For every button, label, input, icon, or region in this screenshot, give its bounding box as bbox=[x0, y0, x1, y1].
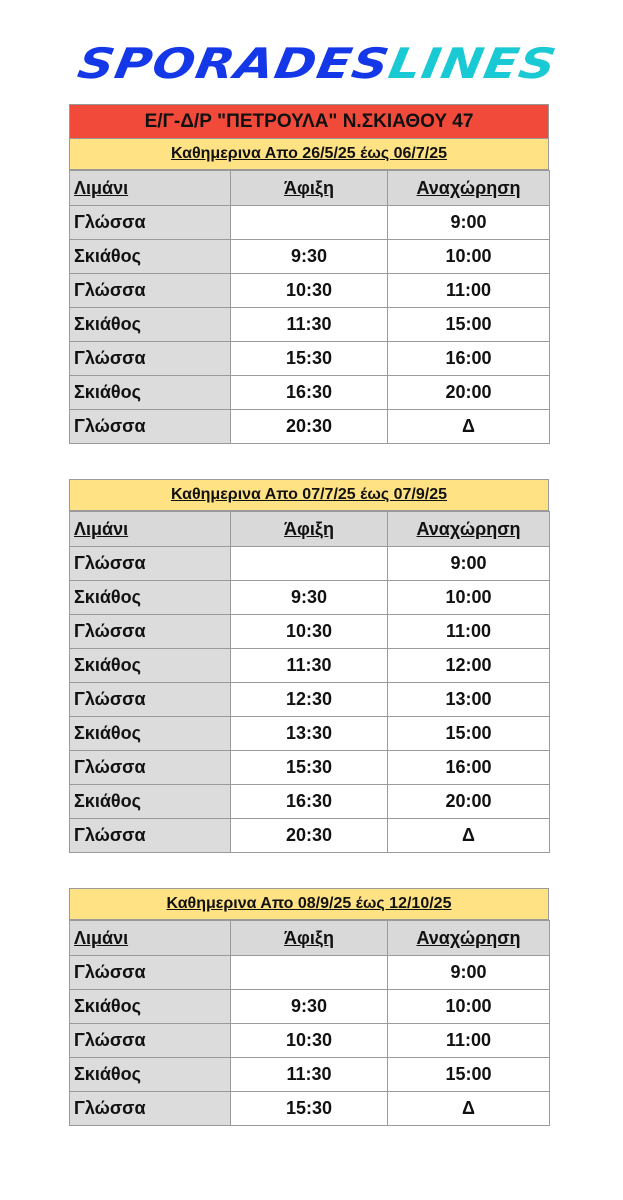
departure-cell: 16:00 bbox=[388, 751, 550, 785]
table-row bbox=[70, 274, 550, 308]
arrival-cell: 9:30 bbox=[231, 581, 388, 615]
departure-cell: 12:00 bbox=[388, 649, 550, 683]
arrival-cell: 15:30 bbox=[231, 342, 388, 376]
departure-cell: 11:00 bbox=[388, 1024, 550, 1058]
logo-wordmark bbox=[74, 39, 560, 88]
timetable bbox=[69, 511, 550, 853]
table-row bbox=[70, 785, 550, 819]
arrival-cell: 20:30 bbox=[231, 819, 388, 853]
arrival-cell: 15:30 bbox=[231, 1092, 388, 1126]
departure-cell: 15:00 bbox=[388, 1058, 550, 1092]
schedule-block-1 bbox=[69, 104, 549, 444]
arrival-cell: 10:30 bbox=[231, 1024, 388, 1058]
departure-cell: 9:00 bbox=[388, 956, 550, 990]
arrival-cell: 10:30 bbox=[231, 615, 388, 649]
table-row bbox=[70, 547, 550, 581]
table-row bbox=[70, 683, 550, 717]
departure-cell: 16:00 bbox=[388, 342, 550, 376]
port-cell: Γλώσσα bbox=[70, 751, 231, 785]
port-cell: Σκιάθος bbox=[70, 990, 231, 1024]
table-row bbox=[70, 240, 550, 274]
port-cell: Γλώσσα bbox=[70, 206, 231, 240]
port-cell: Σκιάθος bbox=[70, 376, 231, 410]
table-row bbox=[70, 990, 550, 1024]
table-row bbox=[70, 581, 550, 615]
port-header: Λιμάνι bbox=[70, 171, 231, 206]
arrival-cell: 20:30 bbox=[231, 410, 388, 444]
departure-cell: Δ bbox=[388, 410, 550, 444]
departure-cell: 10:00 bbox=[388, 990, 550, 1024]
arrival-cell: 9:30 bbox=[231, 990, 388, 1024]
arrival-header: Άφιξη bbox=[231, 171, 388, 206]
logo-part-lines: LINES bbox=[384, 38, 561, 88]
schedule-block-3 bbox=[69, 888, 549, 1126]
port-cell: Σκιάθος bbox=[70, 649, 231, 683]
logo-part-sporades: SPORADES bbox=[73, 38, 394, 88]
arrival-cell: 12:30 bbox=[231, 683, 388, 717]
header-row bbox=[70, 171, 550, 206]
port-cell: Γλώσσα bbox=[70, 683, 231, 717]
departure-cell: Δ bbox=[388, 819, 550, 853]
departure-cell: 9:00 bbox=[388, 547, 550, 581]
arrival-cell: 15:30 bbox=[231, 751, 388, 785]
port-cell: Γλώσσα bbox=[70, 819, 231, 853]
arrival-cell bbox=[231, 547, 388, 581]
port-header: Λιμάνι bbox=[70, 921, 231, 956]
arrival-cell: 11:30 bbox=[231, 649, 388, 683]
port-cell: Σκιάθος bbox=[70, 785, 231, 819]
table-row bbox=[70, 717, 550, 751]
arrival-cell: 16:30 bbox=[231, 376, 388, 410]
header-row bbox=[70, 512, 550, 547]
departure-header: Αναχώρηση bbox=[388, 921, 550, 956]
period-title: Καθημερινα Απο 07/7/25 έως 07/9/25 bbox=[69, 479, 549, 511]
departure-cell: 9:00 bbox=[388, 206, 550, 240]
port-cell: Σκιάθος bbox=[70, 581, 231, 615]
port-cell: Γλώσσα bbox=[70, 274, 231, 308]
table-row bbox=[70, 308, 550, 342]
departure-cell: 11:00 bbox=[388, 615, 550, 649]
table-row bbox=[70, 376, 550, 410]
brand-logo bbox=[73, 28, 561, 98]
port-cell: Σκιάθος bbox=[70, 717, 231, 751]
period-title: Καθημερινα Απο 26/5/25 έως 06/7/25 bbox=[69, 138, 549, 170]
table-row bbox=[70, 342, 550, 376]
arrival-cell: 13:30 bbox=[231, 717, 388, 751]
departure-cell: Δ bbox=[388, 1092, 550, 1126]
table-row bbox=[70, 751, 550, 785]
departure-header: Αναχώρηση bbox=[388, 171, 550, 206]
departure-cell: 20:00 bbox=[388, 785, 550, 819]
table-row bbox=[70, 1092, 550, 1126]
arrival-header: Άφιξη bbox=[231, 921, 388, 956]
table-row bbox=[70, 615, 550, 649]
arrival-header: Άφιξη bbox=[231, 512, 388, 547]
arrival-cell: 10:30 bbox=[231, 274, 388, 308]
table-row bbox=[70, 1024, 550, 1058]
table-row bbox=[70, 649, 550, 683]
port-cell: Σκιάθος bbox=[70, 240, 231, 274]
port-header: Λιμάνι bbox=[70, 512, 231, 547]
departure-header: Αναχώρηση bbox=[388, 512, 550, 547]
port-cell: Γλώσσα bbox=[70, 1092, 231, 1126]
port-cell: Σκιάθος bbox=[70, 308, 231, 342]
departure-cell: 11:00 bbox=[388, 274, 550, 308]
arrival-cell bbox=[231, 956, 388, 990]
departure-cell: 15:00 bbox=[388, 717, 550, 751]
arrival-cell: 16:30 bbox=[231, 785, 388, 819]
table-row bbox=[70, 410, 550, 444]
port-cell: Γλώσσα bbox=[70, 410, 231, 444]
departure-cell: 15:00 bbox=[388, 308, 550, 342]
timetable bbox=[69, 170, 550, 444]
departure-cell: 20:00 bbox=[388, 376, 550, 410]
timetable bbox=[69, 920, 550, 1126]
arrival-cell: 9:30 bbox=[231, 240, 388, 274]
table-row bbox=[70, 819, 550, 853]
header-row bbox=[70, 921, 550, 956]
port-cell: Σκιάθος bbox=[70, 1058, 231, 1092]
departure-cell: 13:00 bbox=[388, 683, 550, 717]
port-cell: Γλώσσα bbox=[70, 1024, 231, 1058]
arrival-cell bbox=[231, 206, 388, 240]
port-cell: Γλώσσα bbox=[70, 342, 231, 376]
table-row bbox=[70, 956, 550, 990]
arrival-cell: 11:30 bbox=[231, 1058, 388, 1092]
period-title: Καθημερινα Απο 08/9/25 έως 12/10/25 bbox=[69, 888, 549, 920]
table-row bbox=[70, 206, 550, 240]
departure-cell: 10:00 bbox=[388, 581, 550, 615]
departure-cell: 10:00 bbox=[388, 240, 550, 274]
arrival-cell: 11:30 bbox=[231, 308, 388, 342]
port-cell: Γλώσσα bbox=[70, 547, 231, 581]
schedule-block-2 bbox=[69, 479, 549, 853]
port-cell: Γλώσσα bbox=[70, 956, 231, 990]
table-row bbox=[70, 1058, 550, 1092]
vessel-title: Ε/Γ-Δ/Ρ "ΠΕΤΡΟΥΛΑ" Ν.ΣΚΙΑΘΟΥ 47 bbox=[69, 104, 549, 138]
port-cell: Γλώσσα bbox=[70, 615, 231, 649]
